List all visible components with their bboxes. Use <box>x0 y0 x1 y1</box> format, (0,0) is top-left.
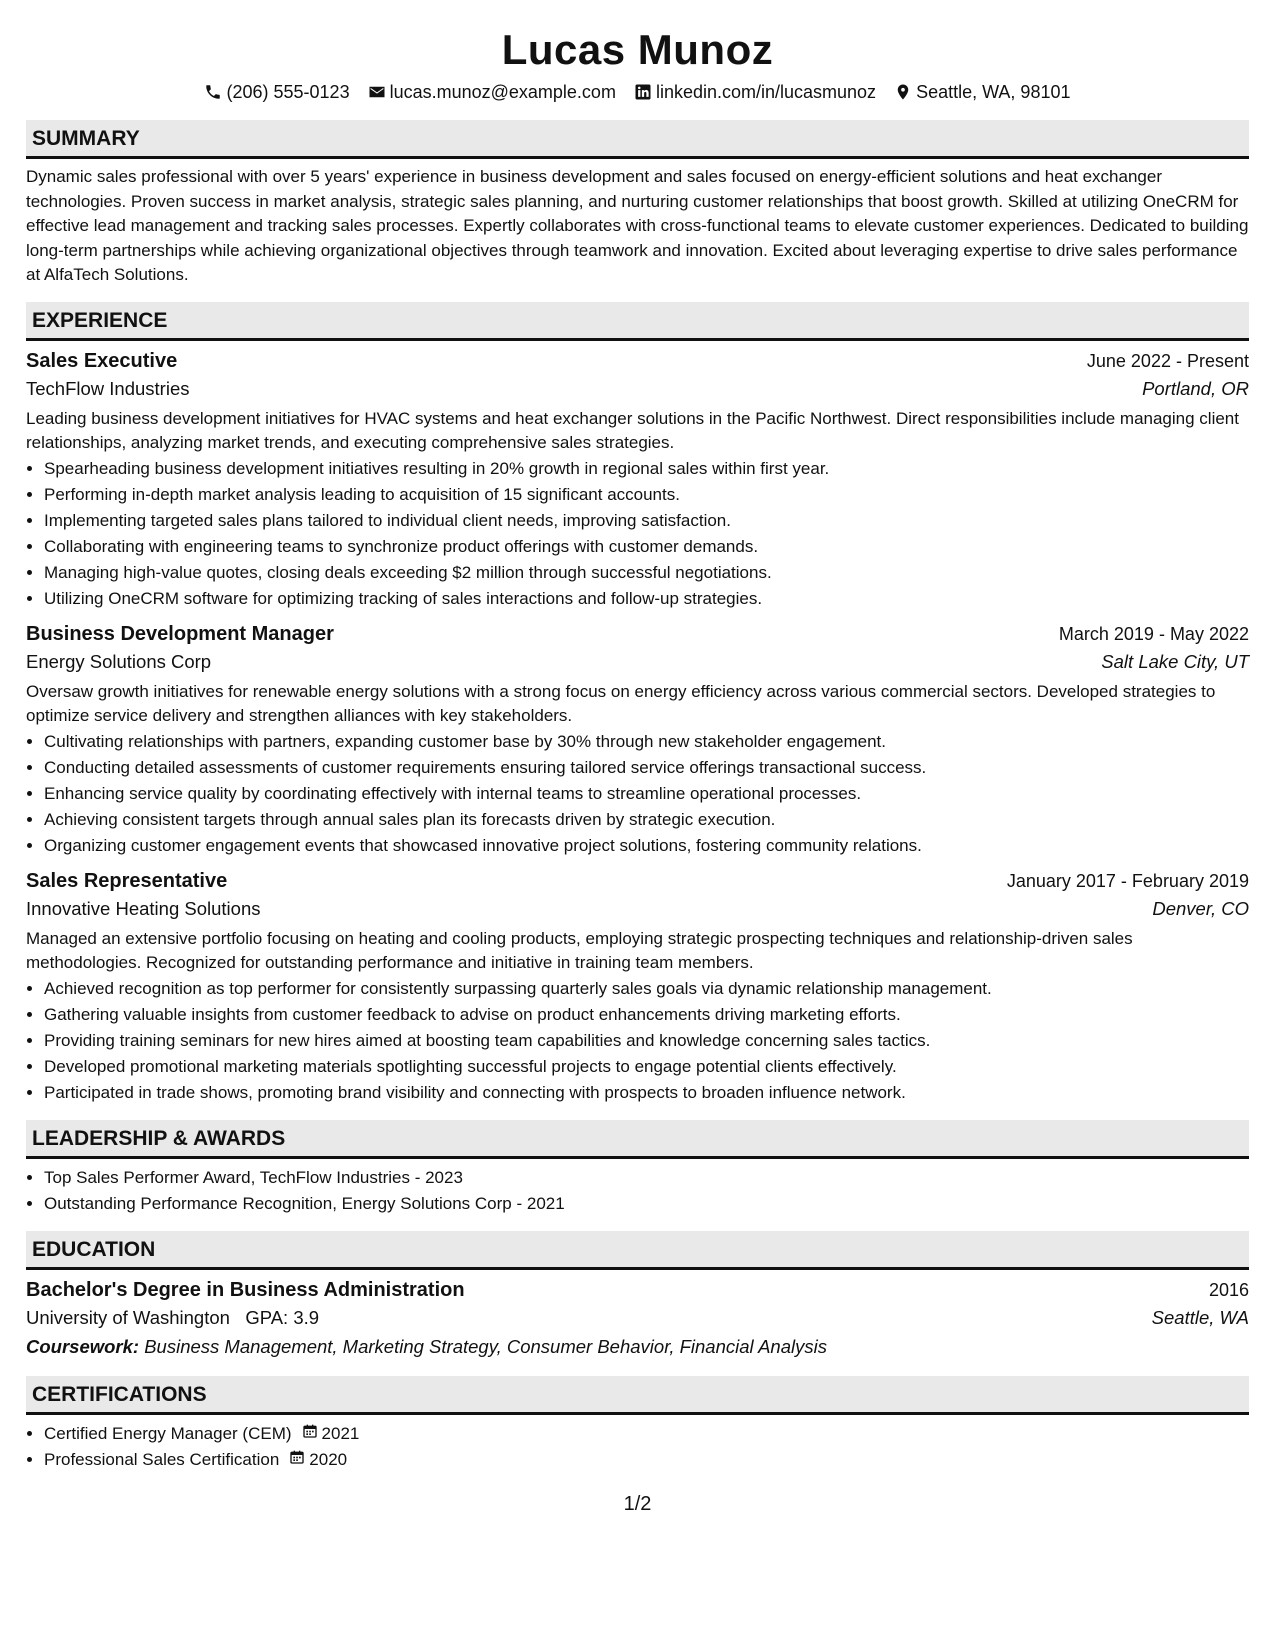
list-item: • Achieving consistent targets through annual sales plan its forecasts driven by strategic execution. <box>44 807 1249 833</box>
certification-name: • Certified Energy Manager (CEM) <box>44 1423 292 1443</box>
contact-bar <box>26 80 1249 104</box>
list-item: • Conducting detailed assessments of customer requirements ensuring tailored service offerings transactional success. <box>44 755 1249 781</box>
job-bullets <box>26 729 1249 859</box>
page-number: 1/2 <box>623 1493 652 1515</box>
list-item: • Implementing targeted sales plans tailored to individual client needs, improving satisfaction. <box>44 508 1249 534</box>
list-item: • Managing high-value quotes, closing deals exceeding $2 million through successful negotiations. <box>44 560 1249 586</box>
experience-heading: EXPERIENCE <box>26 302 1249 341</box>
job-dates: June 2022 - Present <box>1086 350 1249 371</box>
job-dates: January 2017 - February 2019 <box>1006 870 1249 891</box>
contact-email[interactable] <box>368 80 616 104</box>
list-item: • Spearheading business development initiatives resulting in 20% growth in regional sales within first year. <box>44 456 1249 482</box>
job-description: Managed an extensive portfolio focusing on heating and cooling products, employing strategic prospecting techniques and relationship-driven sales methodologies. Recognized for outstanding performance and initiative in training team members. <box>26 928 1133 972</box>
job-location: Denver, CO <box>1152 897 1249 919</box>
job-title: Business Development Manager <box>26 622 334 645</box>
awards-list <box>26 1165 1249 1217</box>
summary-heading: SUMMARY <box>26 120 1249 159</box>
awards-heading: LEADERSHIP & AWARDS <box>26 1120 1249 1159</box>
list-item: • Developed promotional marketing materials spotlighting successful projects to engage potential clients effectively. <box>44 1054 1249 1080</box>
certifications-heading: CERTIFICATIONS <box>26 1376 1249 1415</box>
school-location: Seattle, WA <box>1151 1306 1249 1328</box>
job-entry <box>26 867 1249 1106</box>
summary-section <box>26 120 1249 288</box>
gpa: GPA: 3.9 <box>245 1306 320 1328</box>
linkedin-text: linkedin.com/in/lucasmunoz <box>655 82 877 102</box>
degree-title: Bachelor's Degree in Business Administration <box>26 1278 465 1301</box>
list-item: • Participated in trade shows, promoting brand visibility and connecting with prospects to broaden influence network. <box>44 1080 1249 1106</box>
list-item: • Organizing customer engagement events that showcased innovative project solutions, fostering community relations. <box>44 833 1249 859</box>
list-item: • Outstanding Performance Recognition, Energy Solutions Corp - 2021 <box>44 1191 1249 1217</box>
education-section <box>26 1231 1249 1362</box>
school-name: University of Washington <box>26 1306 230 1328</box>
list-item: • Achieved recognition as top performer for consistently surpassing quarterly sales goals via dynamic relationship management. <box>44 976 1249 1002</box>
job-bullets <box>26 976 1249 1106</box>
contact-phone <box>204 80 349 104</box>
list-item: • Top Sales Performer Award, TechFlow Industries - 2023 <box>44 1165 1249 1191</box>
linkedin-icon <box>634 83 652 101</box>
job-company: TechFlow Industries <box>26 377 190 399</box>
job-bullets <box>26 456 1249 612</box>
certification-name: • Professional Sales Certification <box>44 1449 280 1469</box>
job-company: Energy Solutions Corp <box>26 650 212 672</box>
job-title: Sales Executive <box>26 349 178 372</box>
list-item: • Performing in-depth market analysis leading to acquisition of 15 significant accounts. <box>44 482 1249 508</box>
contact-linkedin[interactable] <box>634 80 876 104</box>
job-description: Leading business development initiatives for HVAC systems and heat exchanger solutions in the Pacific Northwest. Direct responsibilities include managing client relationships, analyzing market trends, and executing comprehensive sales strategies. <box>26 408 1239 452</box>
job-entry <box>26 620 1249 859</box>
phone-icon <box>204 83 222 101</box>
certification-year: 2020 <box>309 1449 348 1469</box>
coursework-line <box>26 1332 1249 1362</box>
candidate-name: Lucas Munoz <box>501 26 774 73</box>
list-item <box>44 1421 1249 1447</box>
experience-section <box>26 302 1249 1106</box>
job-company: Innovative Heating Solutions <box>26 897 261 919</box>
education-heading: EDUCATION <box>26 1231 1249 1270</box>
list-item: • Utilizing OneCRM software for optimizing tracking of sales interactions and follow-up strategies. <box>44 586 1249 612</box>
certifications-section <box>26 1376 1249 1473</box>
coursework-label: Coursework: <box>26 1335 140 1357</box>
summary-text: Dynamic sales professional with over 5 years' experience in business development and sales focused on energy-efficient solutions and heat exchanger technologies. Proven success in market analysis, strategic sales planning, and nurturing customer relationships that boost growth. Skilled at utilizing OneCRM for effective lead management and tracking sales processes. Expertly collaborates with cross-functional teams to elevate customer experiences. Dedicated to building long-term partnerships while achieving organizational objectives through teamwork and innovation. Excited about leveraging expertise to drive sales performance at AlfaTech Solutions. <box>26 167 1249 284</box>
resume-page <box>26 0 1249 1473</box>
school-line <box>26 1304 319 1332</box>
envelope-icon <box>368 83 386 101</box>
email-text: lucas.munoz@example.com <box>389 82 616 102</box>
job-location: Salt Lake City, UT <box>1101 650 1249 672</box>
list-item <box>44 1447 1249 1473</box>
phone-text: (206) 555-0123 <box>226 82 350 102</box>
coursework-list: Business Management, Marketing Strategy, Consumer Behavior, Financial Analysis <box>144 1335 827 1357</box>
list-item: • Enhancing service quality by coordinating effectively with internal teams to streamline operational processes. <box>44 781 1249 807</box>
certifications-list <box>26 1421 1249 1473</box>
location-pin-icon <box>894 83 912 101</box>
certification-year: 2021 <box>321 1423 360 1443</box>
job-entry <box>26 347 1249 612</box>
list-item: • Cultivating relationships with partners, expanding customer base by 30% through new stakeholder engagement. <box>44 729 1249 755</box>
list-item: • Providing training seminars for new hires aimed at boosting team capabilities and knowledge concerning sales tactics. <box>44 1028 1249 1054</box>
awards-section <box>26 1120 1249 1217</box>
graduation-year: 2016 <box>1208 1279 1249 1300</box>
job-title: Sales Representative <box>26 869 228 892</box>
job-description: Oversaw growth initiatives for renewable energy solutions with a strong focus on energy efficiency across various commercial sectors. Developed strategies to optimize service delivery and strengthen alliances with key stakeholders. <box>26 681 1216 725</box>
contact-location <box>894 80 1070 104</box>
list-item: • Collaborating with engineering teams to synchronize product offerings with customer demands. <box>44 534 1249 560</box>
calendar-icon <box>302 1421 318 1447</box>
job-dates: March 2019 - May 2022 <box>1058 623 1249 644</box>
location-text: Seattle, WA, 98101 <box>916 82 1071 102</box>
job-location: Portland, OR <box>1142 377 1249 399</box>
list-item: • Gathering valuable insights from customer feedback to advise on product enhancements driving marketing efforts. <box>44 1002 1249 1028</box>
calendar-icon <box>289 1447 305 1473</box>
